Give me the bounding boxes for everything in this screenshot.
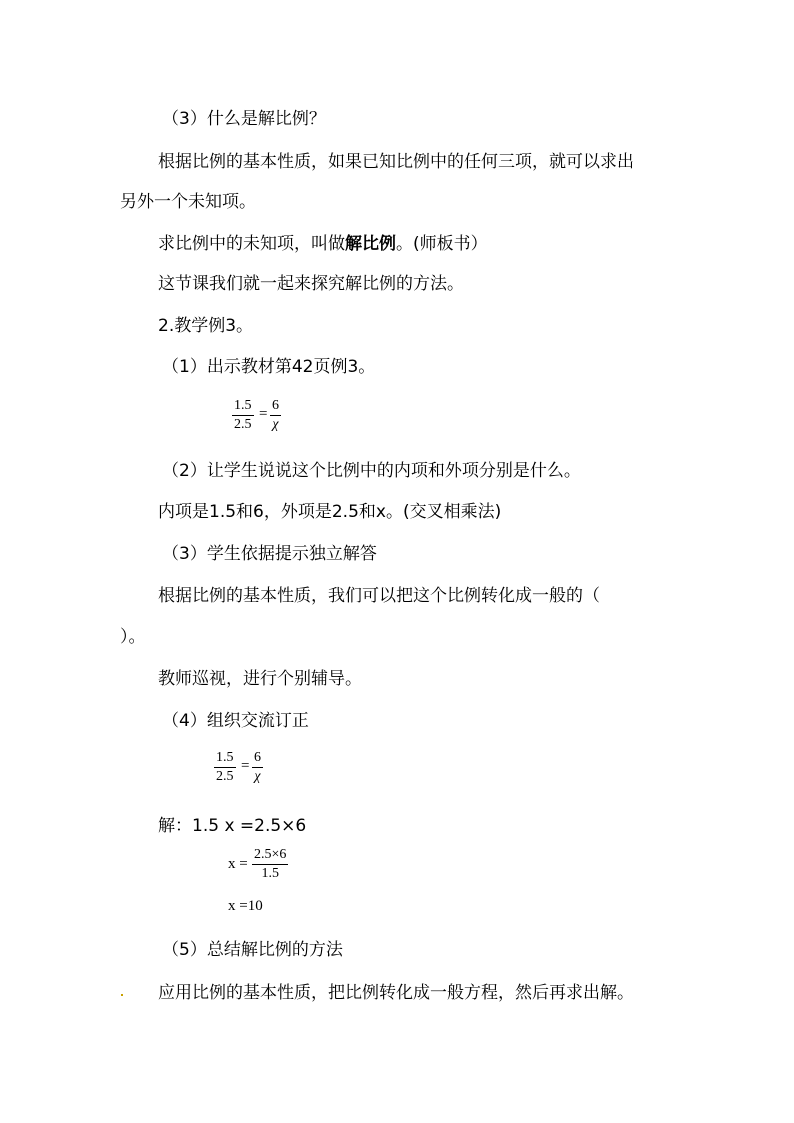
formula2-right-numerator: 6 [252,750,263,768]
margin-dot [121,994,123,996]
solution-fraction [252,847,288,882]
formula2-right-denominator: χ [254,769,261,784]
formula1-left-denominator: 2.5 [234,417,252,432]
example-step-2-answer: 内项是1.5和6，外项是2.5和x。(交叉相乘法) [158,502,502,522]
formula1-equals: = [259,406,268,422]
formula1-left-numerator: 1.5 [232,398,254,416]
formula2-right-fraction [252,750,263,785]
definition-suffix: 。(师板书） [396,234,488,254]
question-3-heading: （3）什么是解比例？ [162,109,326,129]
example-step-3-text-line2: ）。 [120,627,146,647]
example-step-3-teacher-note: 教师巡视，进行个别辅导。 [158,669,362,689]
formula1-right-denominator: χ [272,417,279,432]
solution-result: x =10 [228,898,263,914]
paragraph-proportion-property-line1: 根据比例的基本性质，如果已知比例中的任何三项，就可以求出 [158,152,634,172]
example-step-3-text-line1: 根据比例的基本性质，我们可以把这个比例转化成一般的（ [158,586,600,606]
formula1-right-fraction [270,398,281,433]
solution-numerator: 2.5×6 [252,847,288,865]
example-step-3: （3）学生依据提示独立解答 [162,544,377,564]
example-step-4: （4）组织交流订正 [162,711,309,731]
formula2-equals: = [241,758,250,774]
solution-lhs: x = [228,856,248,872]
formula2-left-denominator: 2.5 [216,769,234,784]
formula1-left-fraction [232,398,254,433]
formula2-left-fraction [214,750,236,785]
solution-denominator: 1.5 [261,866,279,881]
solution-line-1: 解：1.5 x =2.5×6 [158,816,307,836]
paragraph-proportion-property-line2: 另外一个未知项。 [120,192,256,212]
formula1-right-numerator: 6 [270,398,281,416]
paragraph-intro: 这节课我们就一起来探究解比例的方法。 [158,274,464,294]
paragraph-definition [158,233,488,255]
section-2-heading: 2.教学例3。 [158,316,254,336]
example-step-5: （5）总结解比例的方法 [162,940,343,960]
definition-term: 解比例 [345,234,396,254]
definition-prefix: 求比例中的未知项，叫做 [158,234,345,254]
formula2-left-numerator: 1.5 [214,750,236,768]
summary-paragraph: 应用比例的基本性质，把比例转化成一般方程，然后再求出解。 [158,983,634,1003]
example-step-1: （1）出示教材第42页例3。 [162,357,376,377]
example-step-2: （2）让学生说说这个比例中的内项和外项分别是什么。 [162,461,581,481]
